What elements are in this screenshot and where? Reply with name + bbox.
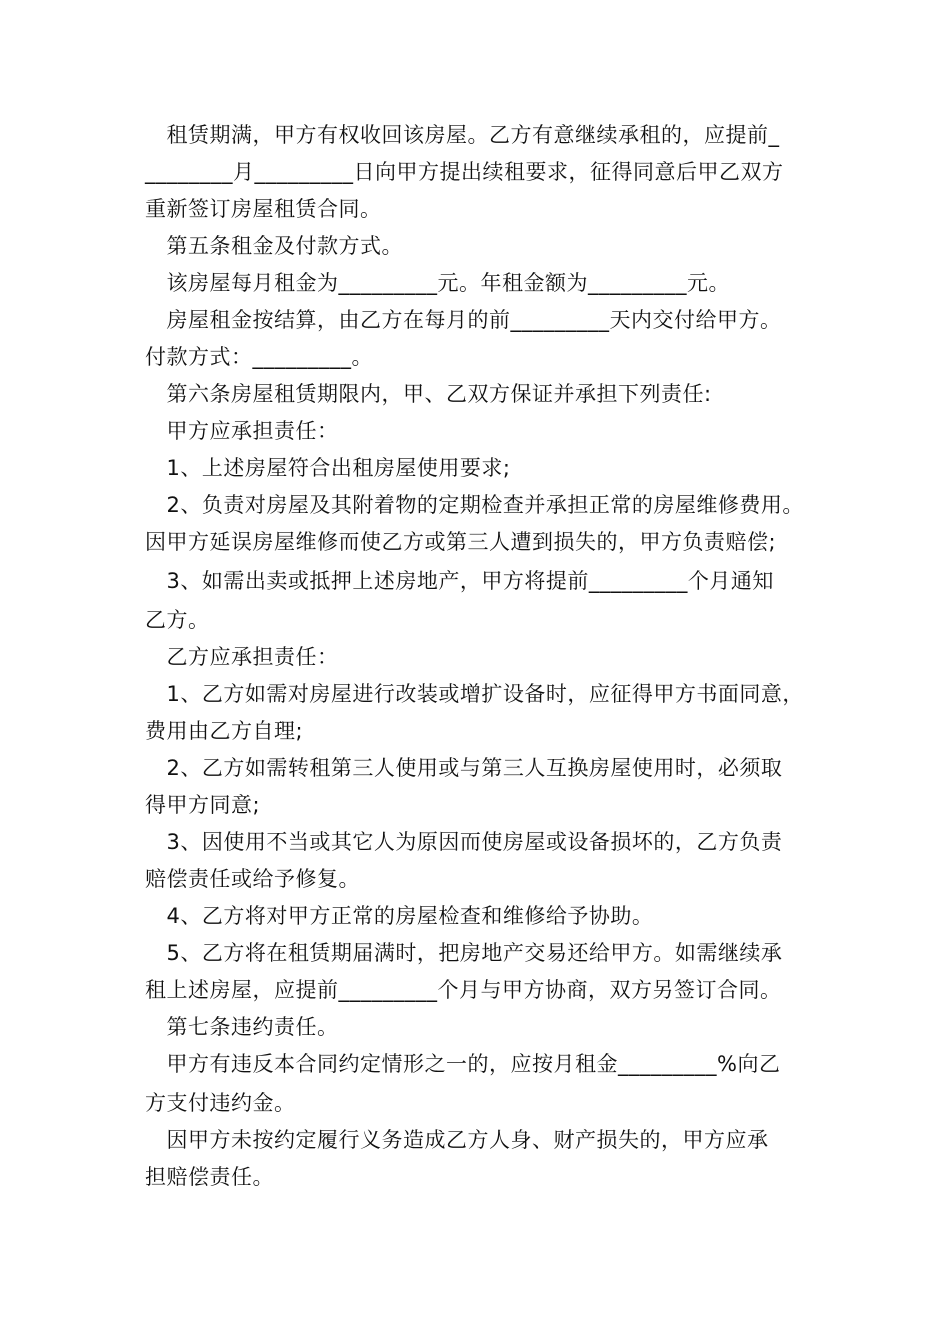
text-line: 第六条房屋租赁期限内，甲、乙双方保证并承担下列责任: [145, 382, 712, 406]
text-line: 1、乙方如需对房屋进行改装或增扩设备时，应征得甲方书面同意， [145, 682, 804, 706]
text-line: 第五条租金及付款方式。 [145, 234, 403, 258]
text-line: 租上述房屋，应提前_________个月与甲方协商，双方另签订合同。 [145, 978, 782, 1002]
text-line: 费用由乙方自理; [145, 719, 304, 743]
text-line: 因甲方延误房屋维修而使乙方或第三人遭到损失的，甲方负责赔偿; [145, 530, 777, 554]
text-line: 4、乙方将对甲方正常的房屋检查和维修给予协助。 [145, 904, 654, 928]
text-line: 2、负责对房屋及其附着物的定期检查并承担正常的房屋维修费用。 [145, 493, 804, 517]
text-line: 乙方。 [145, 608, 210, 632]
text-line: 方支付违约金。 [145, 1091, 296, 1115]
text-line: 重新签订房屋租赁合同。 [145, 197, 382, 221]
text-line: ________月_________日向甲方提出续租要求，征得同意后甲乙双方 [145, 160, 784, 184]
text-line: 担赔偿责任。 [145, 1165, 274, 1189]
text-line: 因甲方未按约定履行义务造成乙方人身、财产损失的，甲方应承 [145, 1128, 769, 1152]
text-line: 甲方应承担责任： [145, 419, 339, 443]
text-line: 赔偿责任或给予修复。 [145, 867, 360, 891]
text-line: 3、如需出卖或抵押上述房地产，甲方将提前_________个月通知 [145, 569, 774, 593]
text-line: 租赁期满，甲方有权收回该房屋。乙方有意继续承租的，应提前_ [145, 123, 780, 147]
text-line: 5、乙方将在租赁期届满时，把房地产交易还给甲方。如需继续承 [145, 941, 783, 965]
text-line: 乙方应承担责任： [145, 645, 339, 669]
text-line: 付款方式：_________。 [145, 345, 373, 369]
text-line: 得甲方同意; [145, 793, 261, 817]
text-line: 2、乙方如需转租第三人使用或与第三人互换房屋使用时，必须取 [145, 756, 783, 780]
text-line: 第七条违约责任。 [145, 1015, 339, 1039]
text-line: 甲方有违反本合同约定情形之一的，应按月租金_________%向乙 [145, 1052, 781, 1076]
text-line: 1、上述房屋符合出租房屋使用要求; [145, 456, 511, 480]
text-line: 房屋租金按结算，由乙方在每月的前_________天内交付给甲方。 [145, 308, 782, 332]
text-line: 该房屋每月租金为_________元。年租金额为_________元。 [145, 271, 730, 295]
text-line: 3、因使用不当或其它人为原因而使房屋或设备损坏的，乙方负责 [145, 830, 783, 854]
